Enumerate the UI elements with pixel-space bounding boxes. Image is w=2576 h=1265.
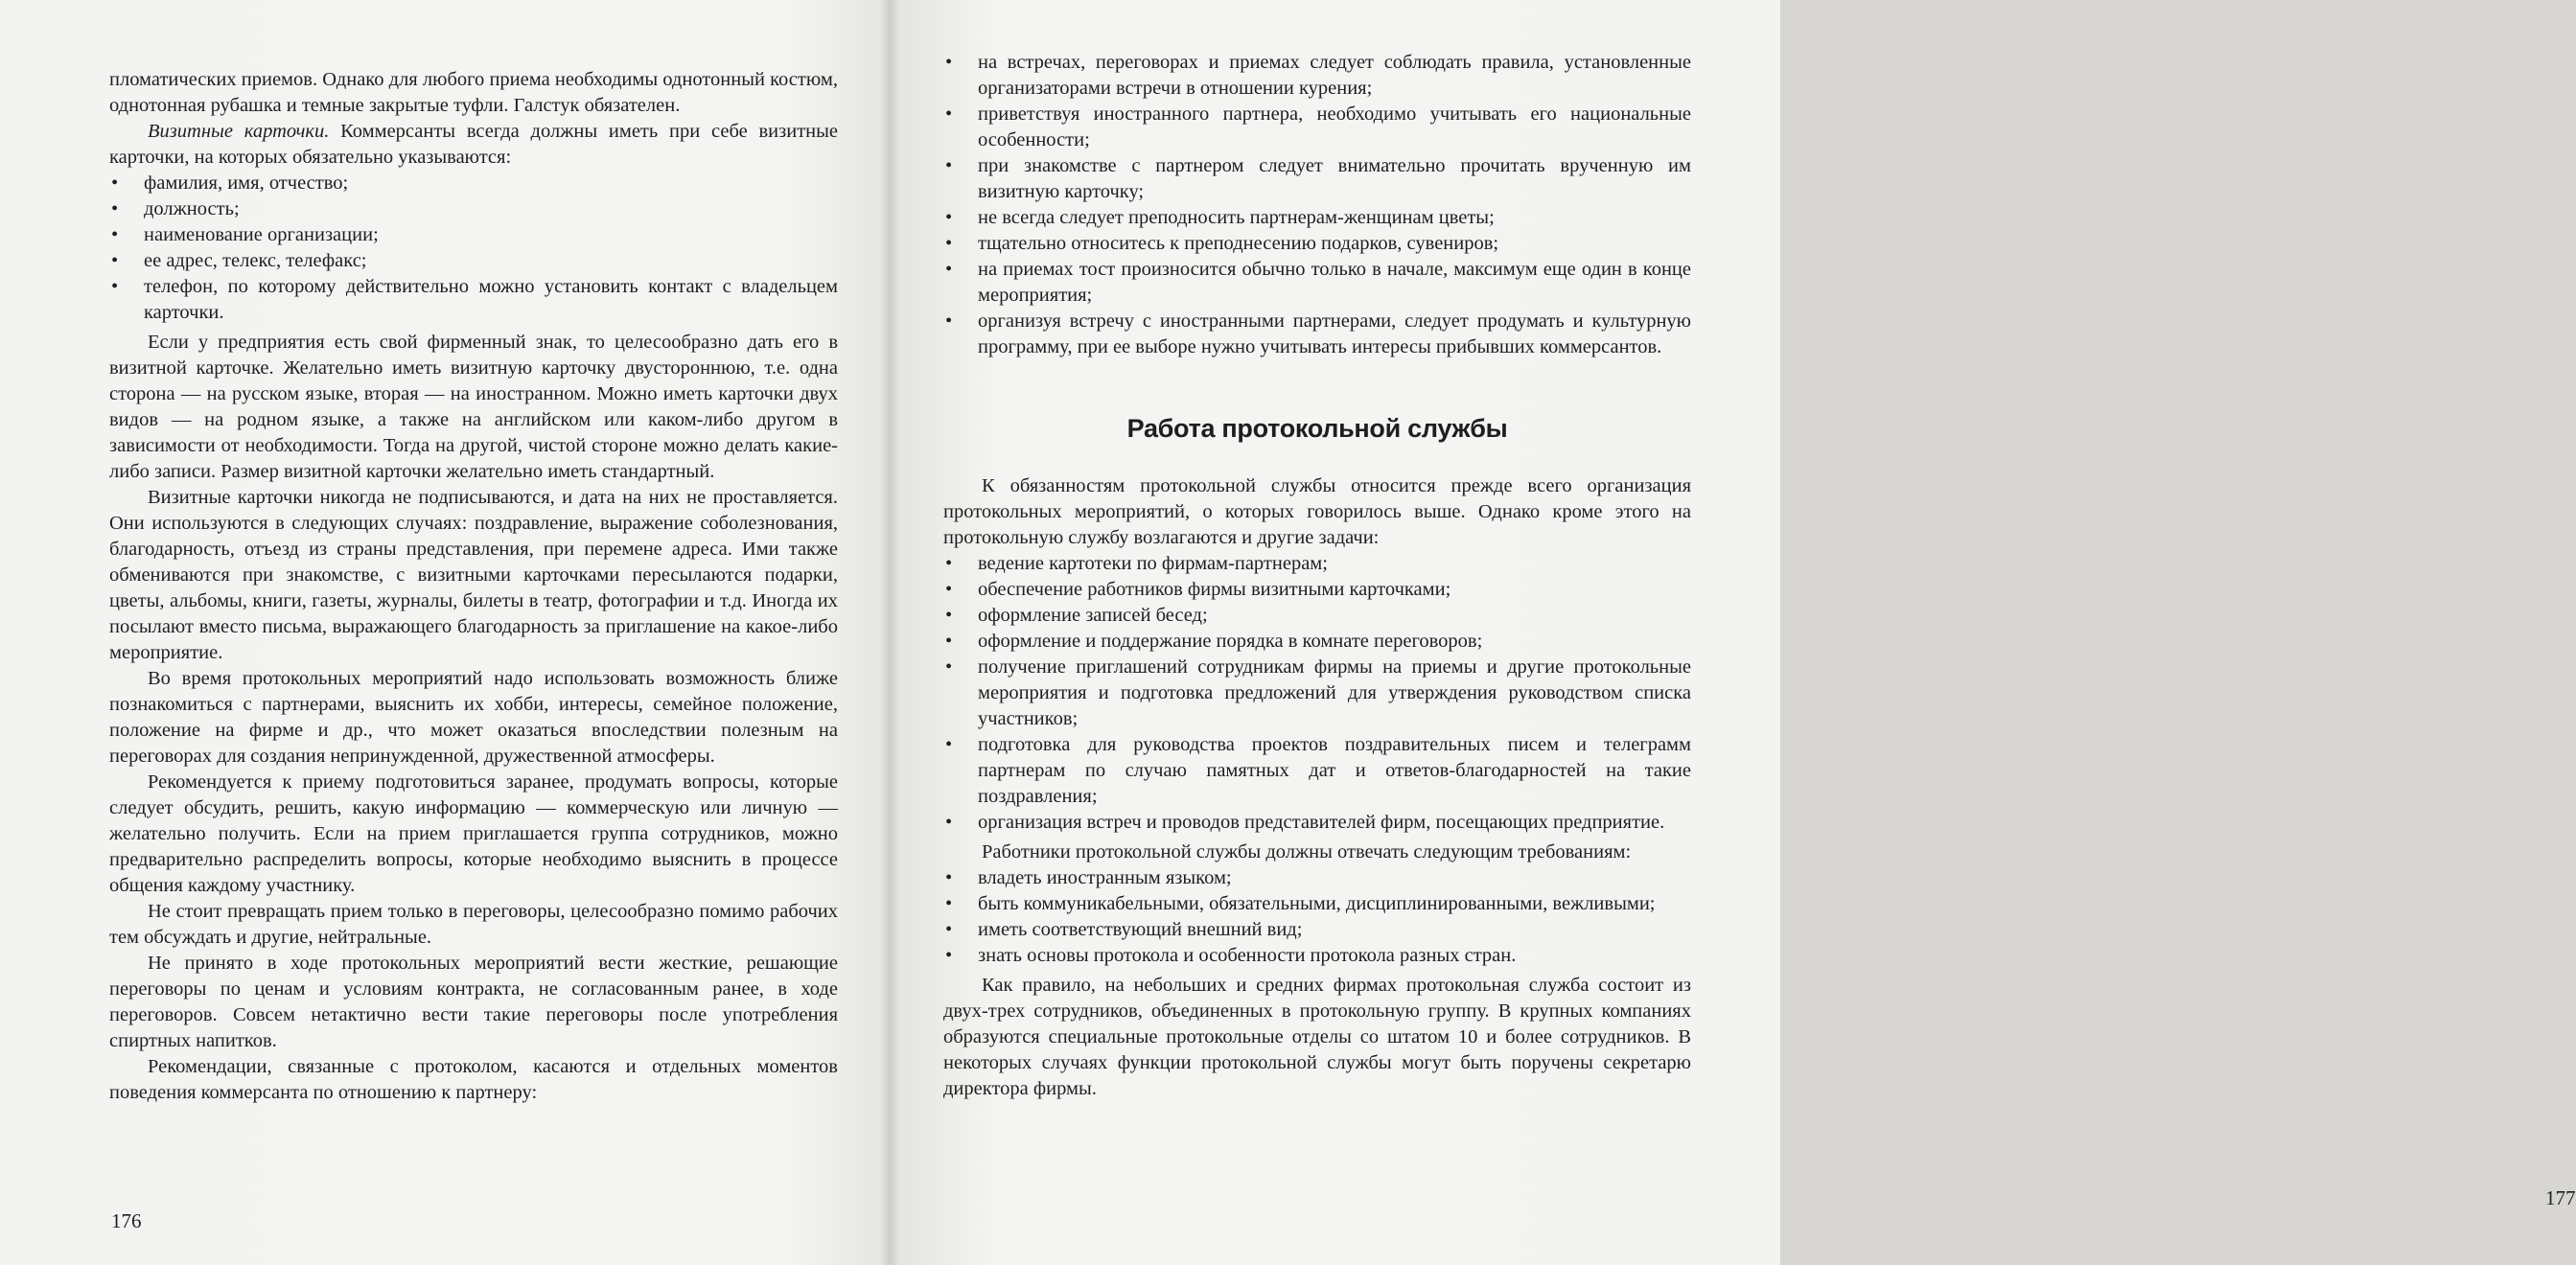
right-page <box>890 0 2576 1265</box>
list-item: • ее адрес, телекс, телефакс; <box>109 248 838 274</box>
list-item: • фамилия, имя, отчество; <box>109 171 838 196</box>
paragraph: Рекомендации, связанные с протоколом, касаются и отдельных моментов поведения коммерсанта по отношению к партнеру: <box>109 1056 838 1103</box>
paragraph: Если у предприятия есть свой фирменный знак, то целесообразно дать его в визитной карточке. Желательно иметь визитную карточку двустороннюю, т.е. одна сторона — на русском языке, вторая — на иностранном. Можно иметь карточки двух видов — на родном языке, а также на английском или каком-либо другом в зависимости от необходимости. Тогда на другой, чистой стороне можно делать какие-либо записи. Размер визитной карточки желательно иметь стандартный. <box>109 332 838 482</box>
list-item: • быть коммуникабельными, обязательными, дисциплинированными, вежливыми; <box>943 891 1691 917</box>
closing-paragraph: Как правило, на небольших и средних фирмах протокольная служба состоит из двух-трех сотрудников, объединенных в протокольную группу. В крупных компаниях образуются специальные протокольные отделы со штатом 10 и более сотрудников. В некоторых случаях функции протокольной службы могут быть поручены секретарю директора фирмы. <box>943 975 1691 1099</box>
protocol-tips-list <box>943 50 1694 360</box>
list-item: • наименование организации; <box>109 222 838 248</box>
list-item: • знать основы протокола и особенности протокола разных стран. <box>943 943 1691 969</box>
list-item: • иметь соответствующий внешний вид; <box>943 917 1691 943</box>
business-cards-heading: Визитные карточки. <box>148 121 330 142</box>
list-item: • телефон, по которому действительно можно установить контакт с владельцем карточки. <box>109 274 838 326</box>
paragraph: Не принято в ходе протокольных мероприятий вести жесткие, решающие переговоры по ценам и условиям контракта, не согласованным ранее, в ходе переговоров. Совсем нетактично вести такие переговоры после употребления спиртных напитков. <box>109 953 838 1051</box>
list-item: • должность; <box>109 196 838 222</box>
list-item: • не всегда следует преподносить партнерам-женщинам цветы; <box>943 205 1691 231</box>
paragraph: Рекомендуется к приему подготовиться заранее, продумать вопросы, которые следует обсудить, решить, какую информацию — коммерческую или личную — желательно получить. Если на прием приглашается группа сотрудников, можно предварительно распределить вопросы, которые необходимо выяснить в процессе общения каждому участнику. <box>109 771 838 896</box>
list-item: • организуя встречу с иностранными партнерами, следует продумать и культурную программу, при ее выборе нужно учитывать интересы прибывших коммерсантов. <box>943 309 1691 360</box>
page-number-left: 176 <box>111 1209 142 1232</box>
list-item: • обеспечение работников фирмы визитными карточками; <box>943 577 1691 603</box>
card-items-list <box>109 171 840 326</box>
business-cards-paragraph <box>109 119 838 171</box>
list-item: • приветствуя иностранного партнера, необходимо учитывать его национальные особенности; <box>943 102 1691 153</box>
list-item: • оформление записей бесед; <box>943 603 1691 629</box>
list-item: • ведение картотеки по фирмам-партнерам; <box>943 551 1691 577</box>
paragraph: Во время протокольных мероприятий надо использовать возможность ближе познакомиться с партнерами, выяснить их хобби, интересы, семейное положение, положение на фирме и др., что может оказаться впоследствии полезным на переговорах для создания непринужденной, дружественной атмосферы. <box>109 668 838 767</box>
list-item: • оформление и поддержание порядка в комнате переговоров; <box>943 629 1691 655</box>
requirements-intro: Работники протокольной службы должны отвечать следующим требованиям: <box>982 841 1632 862</box>
page-number-right: 177 <box>2545 1186 2576 1209</box>
paragraph: Не стоит превращать прием только в переговоры, целесообразно помимо рабочих тем обсуждать и другие, нейтральные. <box>109 901 838 948</box>
list-item: • тщательно относитесь к преподнесению подарков, сувениров; <box>943 231 1691 257</box>
list-item: • владеть иностранным языком; <box>943 865 1691 891</box>
list-item: • на приемах тост произносится обычно только в начале, максимум еще один в конце мероприятия; <box>943 257 1691 309</box>
business-cards-text: Коммерсанты всегда должны иметь при себе визитные карточки, на которых обязательно указываются: <box>109 121 838 168</box>
requirements-list <box>943 865 1694 969</box>
duties-intro: К обязанностям протокольной службы относится прежде всего организация протокольных мероприятий, о которых говорилось выше. Однако кроме этого на протокольную службу возлагаются и другие задачи: <box>943 475 1691 548</box>
list-item: • на встречах, переговорах и приемах следует соблюдать правила, установленные организаторами встречи в отношении курения; <box>943 50 1691 102</box>
left-intro-paragraph: пломатических приемов. Однако для любого приема необходимы однотонный костюм, однотонная рубашка и темные закрытые туфли. Галстук обязателен. <box>109 69 838 116</box>
section-title: Работа протокольной службы <box>1126 414 1508 443</box>
list-item: • при знакомстве с партнером следует внимательно прочитать врученную им визитную карточку; <box>943 153 1691 205</box>
paragraph: Визитные карточки никогда не подписываются, и дата на них не проставляется. Они используются в следующих случаях: поздравление, выражение соболезнования, благодарность, отъезд из страны представления, при перемене адреса. Ими также обмениваются при знакомстве, с визитными карточками пересылаются подарки, цветы, альбомы, книги, газеты, журналы, билеты в театр, фотографии и т.д. Иногда их посылают вместо письма, выражающего благодарность за приглашение на какое-либо мероприятие. <box>109 487 838 663</box>
list-item: • подготовка для руководства проектов поздравительных писем и телеграмм партнерам по случаю памятных дат и ответов-благодарностей на такие поздравления; <box>943 732 1691 810</box>
list-item: • получение приглашений сотрудникам фирмы на приемы и другие протокольные мероприятия и подготовка предложений для утверждения руководством списка участников; <box>943 655 1691 732</box>
left-page <box>0 0 890 1265</box>
duties-list <box>943 551 1694 836</box>
book-gutter <box>880 0 899 1265</box>
list-item: • организация встреч и проводов представителей фирм, посещающих предприятие. <box>943 810 1691 836</box>
